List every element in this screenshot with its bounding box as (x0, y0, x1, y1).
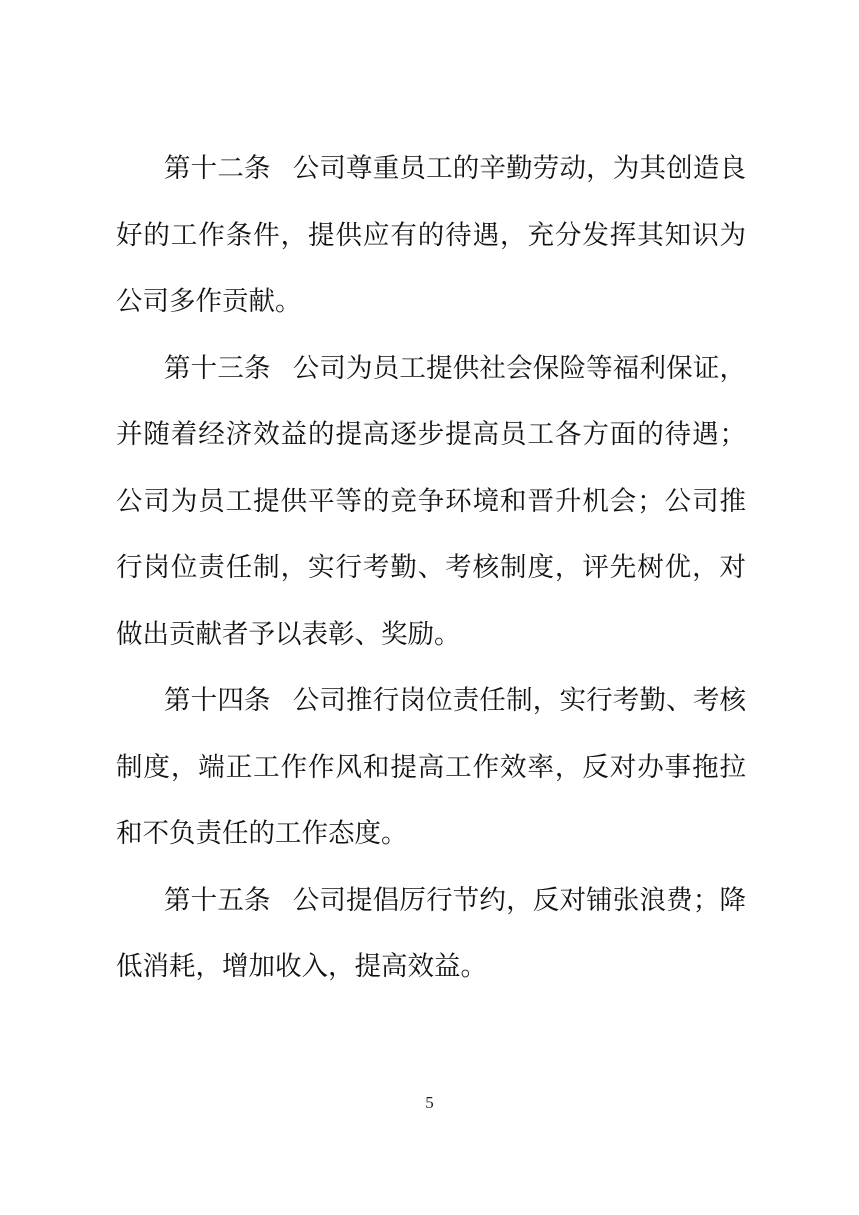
article-number: 第十四条 (164, 685, 271, 716)
article-text: 公司提倡厉行节约，反对铺张浪费；降低消耗，增加收入，提高效益。 (116, 884, 747, 982)
page-number: 5 (425, 1093, 434, 1112)
article-13 (116, 336, 746, 669)
article-12 (116, 136, 746, 336)
article-number: 第十三条 (164, 352, 271, 384)
article-text: 公司尊重员工的辛勤劳动，为其创造良好的工作条件，提供应有的待遇，充分发挥其知识为公司多作贡献。 (116, 153, 747, 317)
article-14 (116, 668, 746, 868)
article-text: 公司为员工提供社会保险等福利保证，并随着经济效益的提高逐步提高员工各方面的待遇；公司为员工提供平等的竞争环境和晋升机会；公司推行岗位责任制，实行考勤、考核制度，评先树优，对做出贡献者予以表彰、奖励。 (116, 352, 747, 650)
article-text: 公司推行岗位责任制，实行考勤、考核制度，端正工作作风和提高工作效率，反对办事拖拉和不负责任的工作态度。 (116, 685, 747, 849)
article-15 (116, 868, 746, 1001)
article-number: 第十二条 (164, 153, 271, 184)
document-body (116, 136, 746, 1001)
article-number: 第十五条 (164, 884, 271, 916)
